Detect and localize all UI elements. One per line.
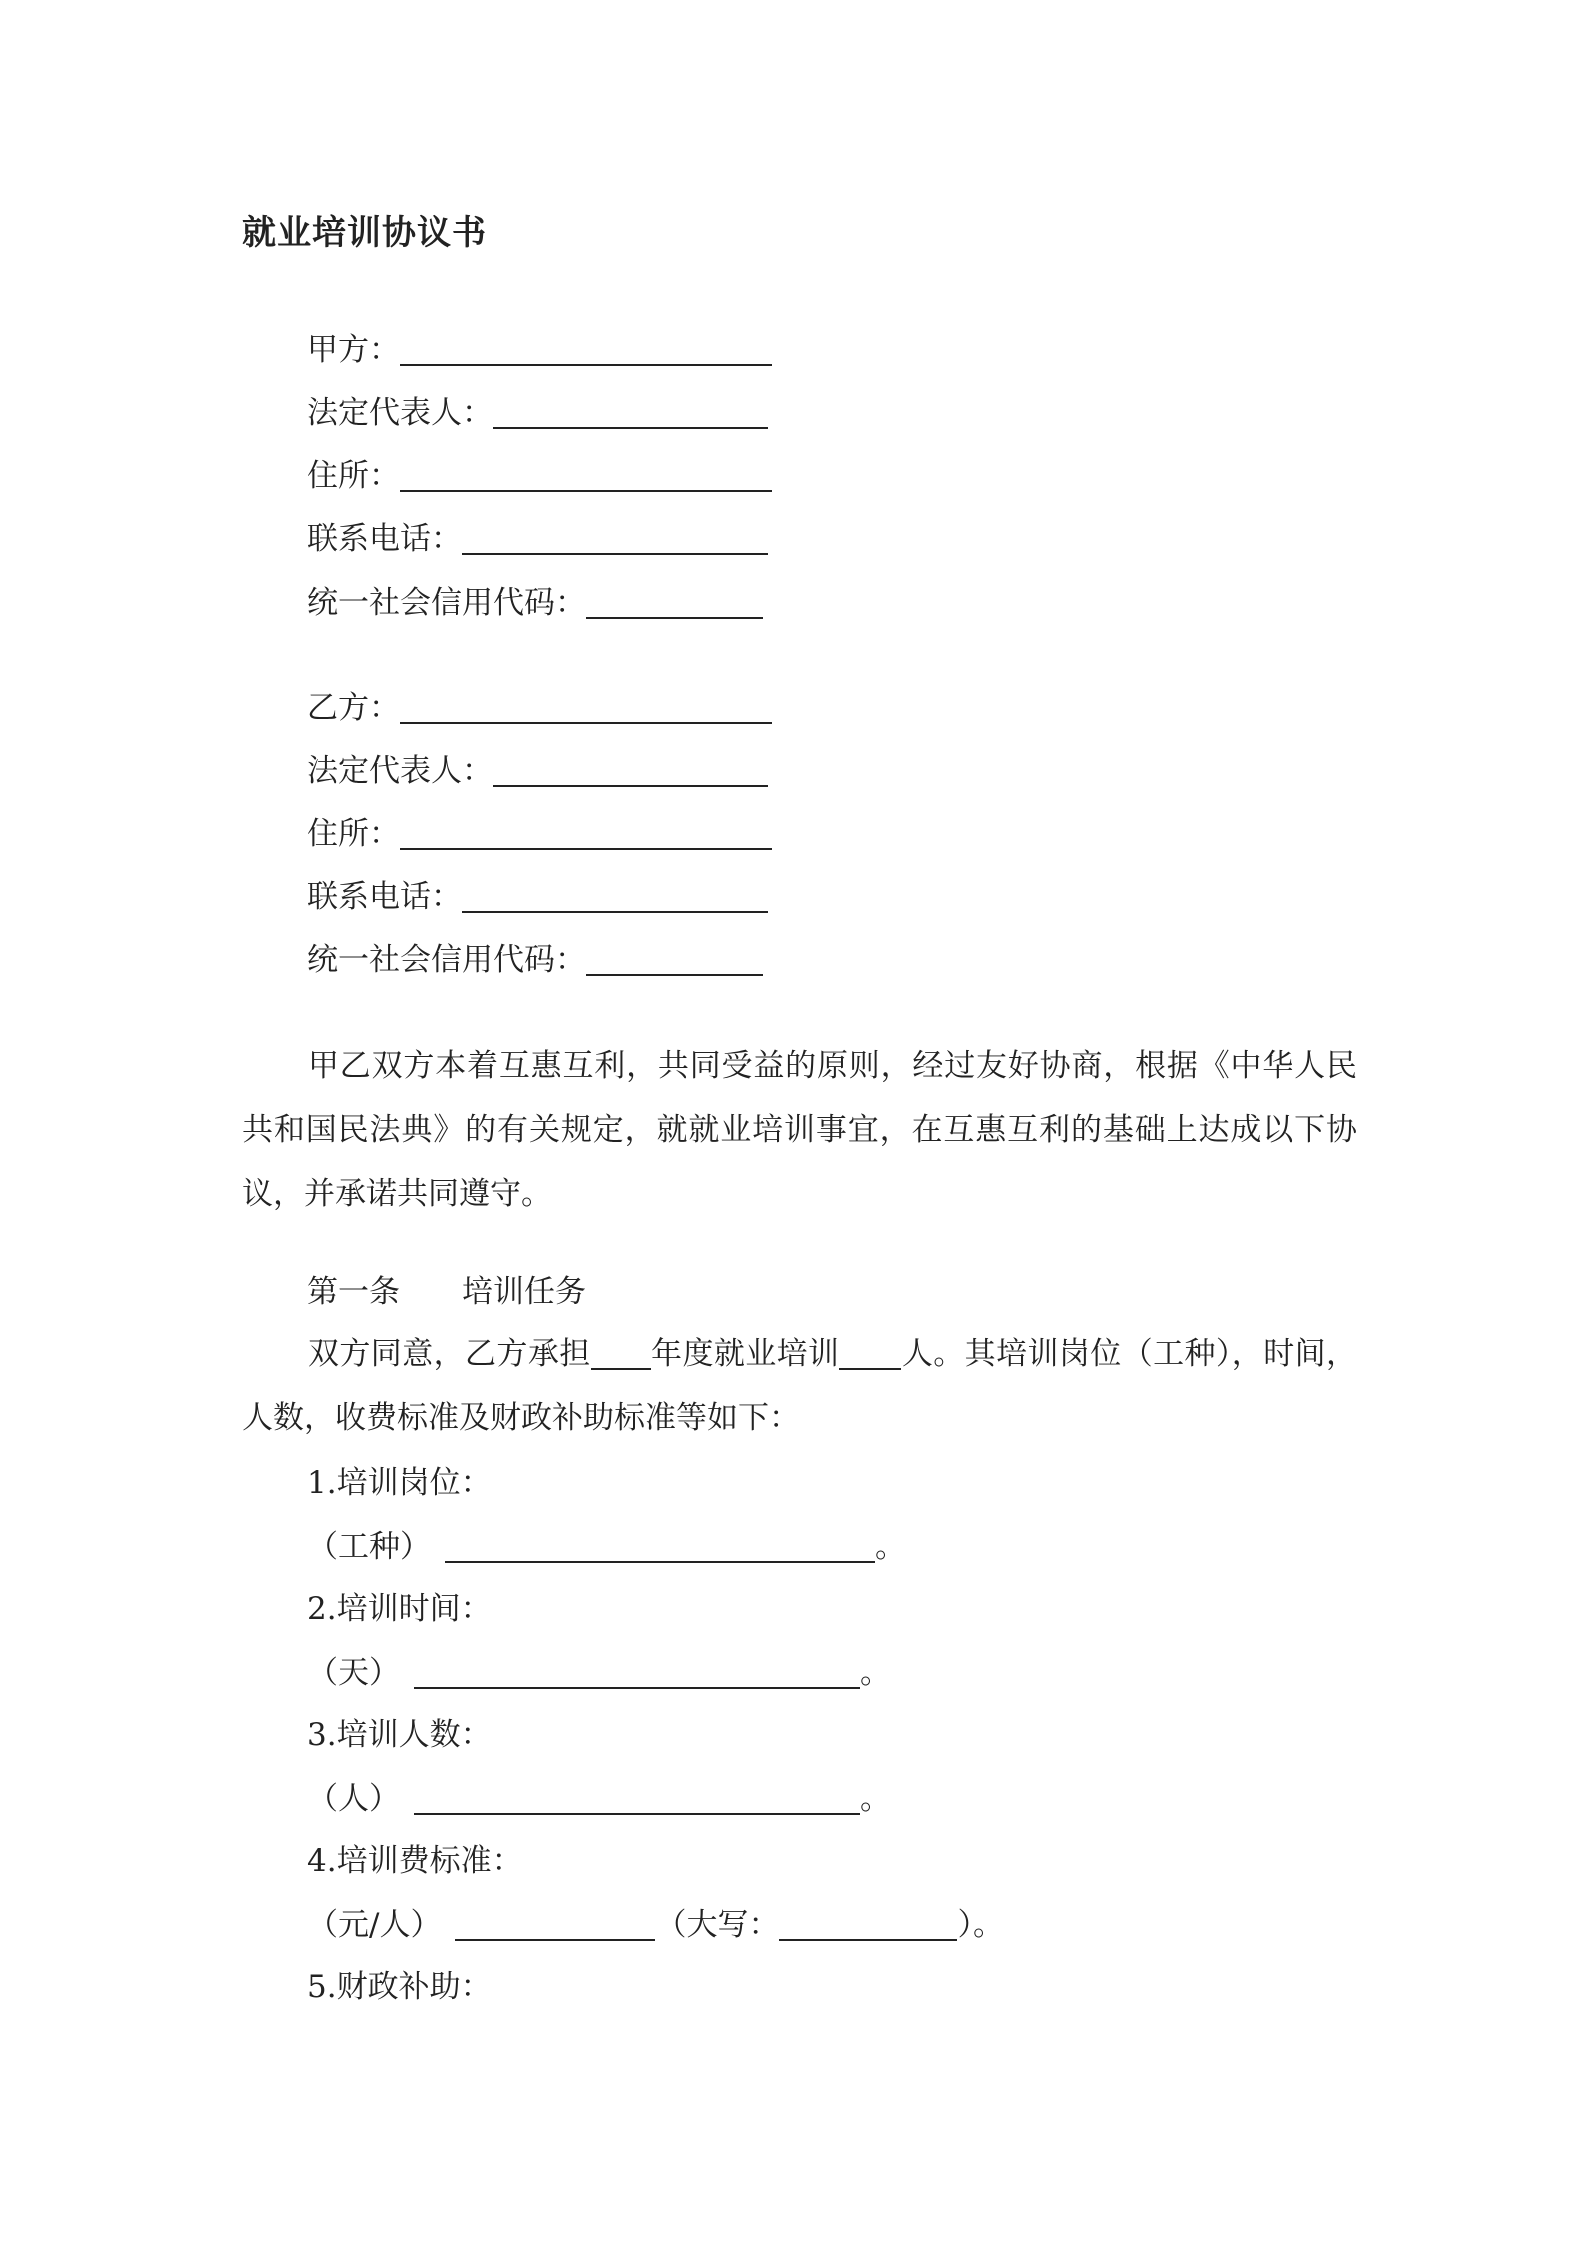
article-1-heading-line xyxy=(307,1274,586,1310)
party-a-rep-label: 法定代表人： xyxy=(307,395,493,431)
preamble-paragraph: 甲乙双方本着互惠互利，共同受益的原则，经过友好协商，根据《中华人民共和国民法典》的有关规定，就就业培训事宜，在互惠互利的基础上达成以下协议，并承诺共同遵守。 xyxy=(242,1048,1357,1212)
training-fee-field[interactable] xyxy=(455,1909,655,1941)
training-count-field[interactable] xyxy=(414,1783,860,1815)
item-post-unit: （工种） xyxy=(307,1529,431,1565)
training-people-field[interactable] xyxy=(839,1338,901,1370)
training-post-field[interactable] xyxy=(445,1531,875,1563)
party-b-address-label: 住所： xyxy=(307,816,400,852)
party-b-rep-line xyxy=(307,755,768,787)
document-title: 就业培训协议书 xyxy=(242,213,487,253)
party-b-name-label: 乙方： xyxy=(307,690,400,726)
party-a-credit-code-line xyxy=(307,587,763,619)
party-b-name-field[interactable] xyxy=(400,692,772,724)
training-time-field[interactable] xyxy=(414,1657,860,1689)
party-a-rep-field[interactable] xyxy=(493,397,768,429)
party-a-credit-code-field[interactable] xyxy=(586,587,763,619)
item-subsidy-label: 5.财政补助： xyxy=(307,1969,492,2005)
item-time-unit: （天） xyxy=(307,1655,400,1691)
article-1-body xyxy=(242,1322,1357,1450)
article-1-body-part1: 双方同意，乙方承担 xyxy=(308,1336,591,1372)
item-fee-line xyxy=(307,1909,1004,1941)
item-count-period: 。 xyxy=(860,1781,891,1817)
party-b-credit-code-field[interactable] xyxy=(586,944,763,976)
party-a-name-field[interactable] xyxy=(400,334,772,366)
party-a-address-field[interactable] xyxy=(400,460,772,492)
item-time-label: 2.培训时间： xyxy=(307,1591,492,1627)
party-a-address-line xyxy=(307,460,772,492)
article-1-body-part3: 人。其培训岗位（工种），时间，人数，收费标准及财政补助标准等如下： xyxy=(242,1336,1358,1436)
item-fee-capital-open: （大写： xyxy=(655,1907,780,1943)
item-time-period: 。 xyxy=(860,1655,891,1691)
party-b-address-field[interactable] xyxy=(400,818,772,850)
article-1-number: 第一条 xyxy=(307,1274,400,1310)
article-1-heading: 培训任务 xyxy=(462,1274,586,1310)
party-a-phone-field[interactable] xyxy=(462,523,768,555)
item-time-line xyxy=(307,1657,891,1689)
party-b-phone-label: 联系电话： xyxy=(307,879,462,915)
party-a-rep-line xyxy=(307,397,768,429)
item-fee-label: 4.培训费标准： xyxy=(307,1843,523,1879)
party-a-name-label: 甲方： xyxy=(307,332,400,368)
party-a-name-line xyxy=(307,334,772,366)
article-1-body-part2: 年度就业培训 xyxy=(650,1336,840,1372)
item-count-label: 3.培训人数： xyxy=(307,1717,492,1753)
item-post-period: 。 xyxy=(875,1529,906,1565)
party-b-credit-code-line xyxy=(307,944,763,976)
party-a-phone-label: 联系电话： xyxy=(307,521,462,557)
party-b-name-line xyxy=(307,692,772,724)
item-fee-capital-close: ）。 xyxy=(957,1907,1004,1943)
party-b-rep-label: 法定代表人： xyxy=(307,753,493,789)
party-b-phone-field[interactable] xyxy=(462,881,768,913)
party-b-phone-line xyxy=(307,881,768,913)
training-fee-capital-field[interactable] xyxy=(779,1909,957,1941)
item-post-label: 1.培训岗位： xyxy=(307,1465,492,1501)
party-b-rep-field[interactable] xyxy=(493,755,768,787)
party-b-credit-code-label: 统一社会信用代码： xyxy=(307,942,586,978)
item-count-unit: （人） xyxy=(307,1781,400,1817)
item-count-line xyxy=(307,1783,891,1815)
party-a-credit-code-label: 统一社会信用代码： xyxy=(307,585,586,621)
item-post-line xyxy=(307,1531,906,1563)
party-b-address-line xyxy=(307,818,772,850)
party-a-address-label: 住所： xyxy=(307,458,400,494)
party-a-phone-line xyxy=(307,523,768,555)
item-fee-unit: （元/人） xyxy=(307,1907,442,1943)
training-year-field[interactable] xyxy=(591,1338,651,1370)
